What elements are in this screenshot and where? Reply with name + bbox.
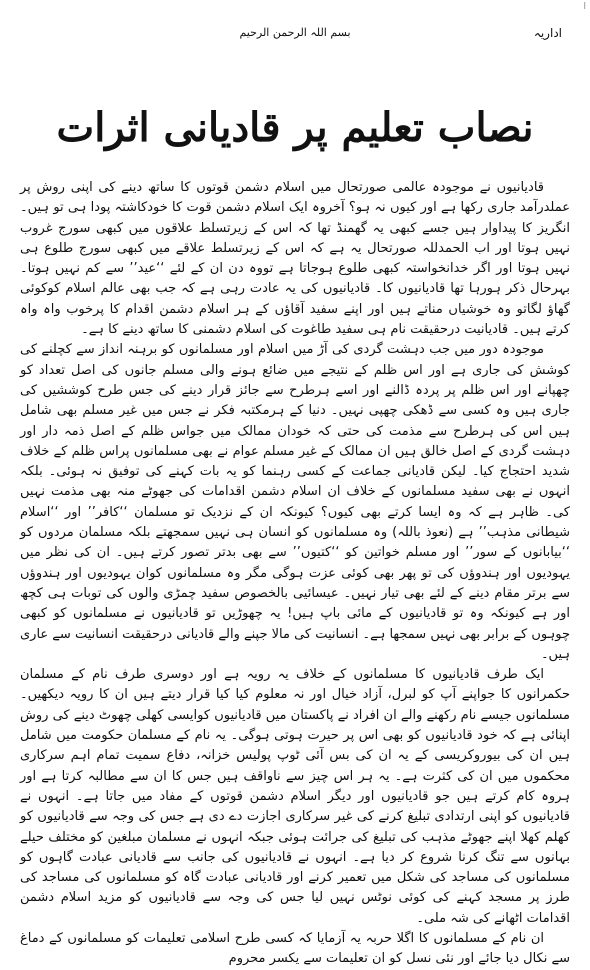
basmala: بسم اللہ الرحمن الرحیم xyxy=(239,26,351,39)
paragraph: موجودہ دور میں جب دہشت گردی کی آڑ میں اسلام اور مسلمانوں کو برہنہ انداز سے کچلنے کی کوشش کی جاری ہے اور اس ظلم کے نتیجے میں ضائع ہونے والی مسلم جانوں کی اصل تعداد کو چھپانے اور اس ظلم پر پردہ ڈالنے اور اسے ہرطرح سے جائز قرار دینے کی جس طرح کوششیں کی جاری ہیں وہ کسی سے ڈھکی چھپی نہیں۔ دنیا کے ہرمکتبہ فکر نے جس میں غیر مسلم بھی شامل ہیں اس کی ہرطرح سے مذمت کی حتی کہ خودان ممالک میں جواس ظلم کے اصل ذمہ دار اور دہشت گردی کے اصل خالق ہیں ان ممالک کے غیر مسلم عوام نے بھی مسلمانوں پراس ظلم کے خلاف شدید احتجاج کیا۔ لیکن قادیانی جماعت کے کسی رہنما کو یہ بات کہنے کی توفیق نہ ہوئی۔ بلکہ انہوں نے بھی سفید مسلمانوں کے خلاف ان اسلام دشمن اقدامات کی جھوٹے منہ بھی مذمت نہیں کی۔ ظاہر ہے کہ وہ ایسا کرتے بھی کیوں؟ کیونکہ ان کے نزدیک تو مسلمان ‘‘کافر’’ اور ‘‘اسلام شیطانی مذہب’’ ہے (نعوذ باللہ) وہ مسلمانوں کو انسان ہی نہیں سمجھتے بلکہ مسلمان مردوں کو ‘‘بیابانوں کے سور’’ اور مسلم خواتین کو ‘‘کتیوں’’ سے بھی بدتر تصور کرتے ہیں۔ ان کی نظر میں یہودیوں اور ہندوؤں کی تو پھر بھی کوئی عزت ہوگی مگر وہ مسلمانوں کوان یہودیوں اور ہندوؤں سے برتر مقام دینے کے لئے بھی تیار نہیں۔ عیسائیی بالخصوص سفید چمڑی والوں کی توبات ہی کچھ اور ہے کیونکہ وہ تو قادیانیوں کے مائی باپ ہیں! یہ چھوڑیں تو قادیانیوں نے مسلمانوں کو کبھی چوہوں کے برابر بھی نہیں سمجھا ہے۔ انسانیت کی مالا جپنے والے قادیانی درحقیقت انسانیت سے عاری ہیں۔ xyxy=(20,342,570,662)
paragraph: ایک طرف قادیانیوں کا مسلمانوں کے خلاف یہ رویہ ہے اور دوسری طرف نام کے مسلمان حکمرانوں کا جواپنے آپ کو لبرل، آزاد خیال اور نہ معلوم کیا کیا قرار دیتے ہیں ان کا رویہ دیکھیں۔ مسلمانوں جیسے نام رکھنے والے ان افراد نے پاکستان میں قادیانیوں کوایسی کھلی چھوٹ دینے کی روش اپنائی ہے کہ خود قادیانیوں کو بھی اس پر حیرت ہوتی ہوگی۔ یہ نام کے مسلمان حکومت میں شامل ہیں ان کی بیوروکریسی کے یہ ان کی بس آئی ٹوپ پولیس خزانہ، دفاع سمیت تمام اہم سرکاری محکموں میں ان کی کثرت ہے۔ یہ ہر اس چیز سے ناواقف ہیں جس کا ان سے مطالبہ کرتا ہے اور ہروہ کام کرتے ہیں جو قادیانیوں اور دیگر اسلام دشمن قوتوں کے مفاد میں جاتا ہے۔ انہوں نے قادیانیوں کو اپنی ارتدادی تبلیغ کرنے کی غیر سرکاری اجازت دے دی ہے جس کی وجہ سے قادیانیوں کو کھلم کھلا اپنے جھوٹے مذہب کی تبلیغ کی جرائت ہوئی جبکہ انہوں نے مسلمان مبلغین کو مختلف حیلے بہانوں سے تنگ کرنا شروع کر دیا ہے۔ انہوں نے قادیانیوں کی جانب سے قادیانی عبادت گاہوں کو مسلمانوں کی مساجد کی شکل میں تعمیر کرنے اور قادیانی عبادت گاہ کو مسلمانوں کی مساجد کی طرز پر مسجد کہنے کی کوئی نوٹس نہیں لیا جس کی وجہ سے قادیانیوں کو مزید اسلام دشمن اقدامات اٹھانے کی شہ ملی۔ xyxy=(20,667,570,926)
paragraph: قادیانیوں نے موجودہ عالمی صورتحال میں اسلام دشمن قوتوں کا ساتھ دینے کی اپنی روش پر عملدرآمد جاری رکھا ہے اور کیوں نہ ہو؟ آخروہ ایک اسلام دشمن قوت کا خودکاشتہ پودا ہی تو ہیں۔ انگریز کا پیداوار ہیں جسے کبھی یہ گھمنڈ تھا کہ اس کے زیرتسلط علاقوں میں کبھی سورج غروب نہیں ہوتا اور اب الحمدللہ صورتحال یہ ہے کہ اس کے زیرتسلط علاقے میں کبھی سورج طلوع ہی نہیں ہوتا اور اگر خدانخواستہ کبھی طلوع ہوجاتا ہے تووہ دن ان کے لئے ‘‘عید’’ سے کم نہیں ہوتا۔ بہرحال ذکر ہورہا تھا قادیانیوں کا۔ قادیانیوں کی یہ عادت رہی ہے کہ جب بھی عالم اسلام کوکوئی گھاؤ لگاتو وہ خوشیاں مناتے ہیں اور اپنے سفید آقاؤں کے ہر اسلام دشمن اقدام کا پرخوب واہ واہ کرتے ہیں۔ قادیانیت درحقیقت نام ہی سفید طاغوت کی اسلام دشمنی کا ساتھ دینے کا ہے۔ xyxy=(20,180,570,338)
paragraph: ان نام کے مسلمانوں کا اگلا حربہ یہ آزمایا کہ کسی طرح اسلامی تعلیمات کو مسلمانوں کے دماغ سے نکال دیا جائے اور نئی نسل کو ان تعلیمات سے یکسر محروم xyxy=(20,930,570,967)
section-label: اداریہ xyxy=(533,26,562,40)
article-title: نصاب تعلیم پر قادیانی اثرات xyxy=(56,104,534,151)
article-body xyxy=(20,178,570,970)
corner-page-mark: ا xyxy=(583,2,586,12)
